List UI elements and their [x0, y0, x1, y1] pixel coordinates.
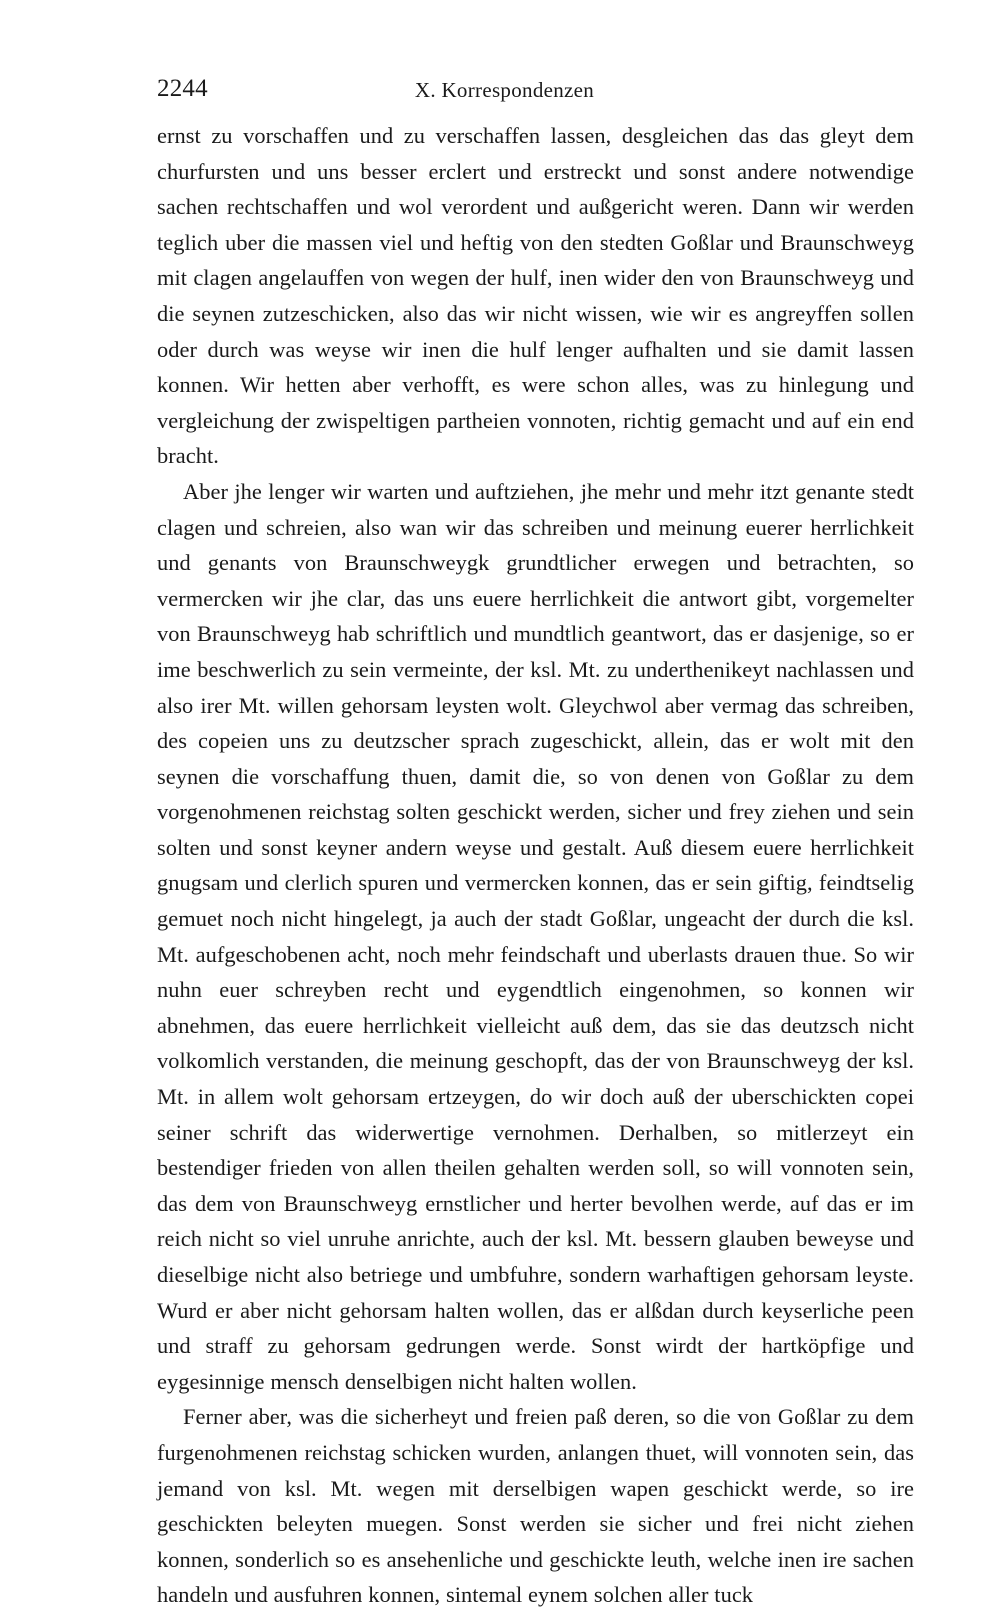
paragraph-3: Ferner aber, was die sicherheyt und freien paß deren, so die von Goßlar zu dem furgenohmenen reichstag schicken wurden, anlangen thuet, will vonnoten sein, das jemand von ksl. Mt. wegen mit derselbigen wapen geschickt werde, so ire geschickten beleyten muegen. Sonst werden sie sicher und frei nicht ziehen konnen, sonderlich so es ansehenliche und geschickte leuth, welche inen ire sachen handeln und ausfuhren konnen, sintemal eynem solchen aller tuck: [157, 1404, 914, 1608]
paragraph-2: Aber jhe lenger wir warten und auftziehen, jhe mehr und mehr itzt genante stedt clagen und schreien, also wan wir das schreiben und meinung euerer herrlichkeit und genants von Braunschweygk grundtlicher erwegen und betrachten, so vermercken wir jhe clar, das uns euere herrlichkeit die antwort gibt, vorgemelter von Braunschweyg hab schriftlich und mundtlich geantwort, das er dasjenige, so er ime beschwerlich zu sein vermeinte, der ksl. Mt. zu underthenikeyt nachlassen und also irer Mt. willen gehorsam leysten wolt. Gleychwol aber vermag das schreiben, des copeien uns zu deutzscher sprach zugeschickt, allein, das er wolt mit den seynen die vorschaffung thuen, damit die, so von denen von Goßlar zu dem vorgenohmenen reichstag solten geschickt werden, sicher und frey ziehen und sein solten und sonst keyner andern weyse und gestalt. Auß diesem euere herrlichkeit gnugsam und clerlich spuren und vermercken konnen, das er sein giftig, feindtselig gemuet noch nicht hingelegt, ja auch der stadt Goßlar, ungeacht der durch die ksl. Mt. aufgeschobenen acht, noch mehr feindschaft und uberlasts drauen thue. So wir nuhn euer schreyben recht und eygendtlich eingenohmen, so konnen wir abnehmen, das euere herrlichkeit vielleicht auß dem, das sie das deutzsch nicht volkomlich verstanden, die meinung geschopft, das der von Braunschweyg der ksl. Mt. in allem wolt gehorsam ertzeygen, do wir doch auß der uberschickten copei seiner schrift das widerwertige vernohmen. Derhalben, so mitlerzeyt ein bestendiger frieden von allen theilen gehalten werden soll, so will vonnoten sein, das dem von Braunschweyg ernstlicher und herter bevolhen werde, auf das er im reich nicht so viel unruhe anrichte, auch der ksl. Mt. bessern glauben beweyse und dieselbige nicht also betriege und umbfuhre, sondern warhaftigen gehorsam leyste. Wurd er aber nicht gehorsam halten wollen, das er alßdan durch keyserliche peen und straff zu gehorsam gedrungen werde. Sonst wirdt der hartköpfige und eygesinnige mensch denselbigen nicht halten wollen.: [157, 478, 914, 1394]
page-number: 2244: [157, 75, 208, 102]
body-text-block: [157, 118, 914, 1613]
running-head-title: X. Korrespondenzen: [414, 78, 595, 102]
page-header: [157, 74, 914, 104]
paragraph-1: ernst zu vorschaffen und zu verschaffen lassen, desgleichen das das gleyt dem churfursten und uns besser erclert und erstreckt und sonst andere notwendige sachen rechtschaffen und wol verordent und außgericht weren. Dann wir werden teglich uber die massen viel und heftig von den stedten Goßlar und Braunschweyg mit clagen angelauffen von wegen der hulf, inen wider den von Braunschweyg und die seynen zutzeschicken, also das wir nicht wissen, wie wir es angreyffen sollen oder durch was weyse wir inen die hulf lenger aufhalten und sie damit lassen konnen. Wir hetten aber verhofft, es were schon alles, was zu hinlegung und vergleichung der zwispeltigen partheien vonnoten, richtig gemacht und auf ein end bracht.: [157, 123, 914, 469]
